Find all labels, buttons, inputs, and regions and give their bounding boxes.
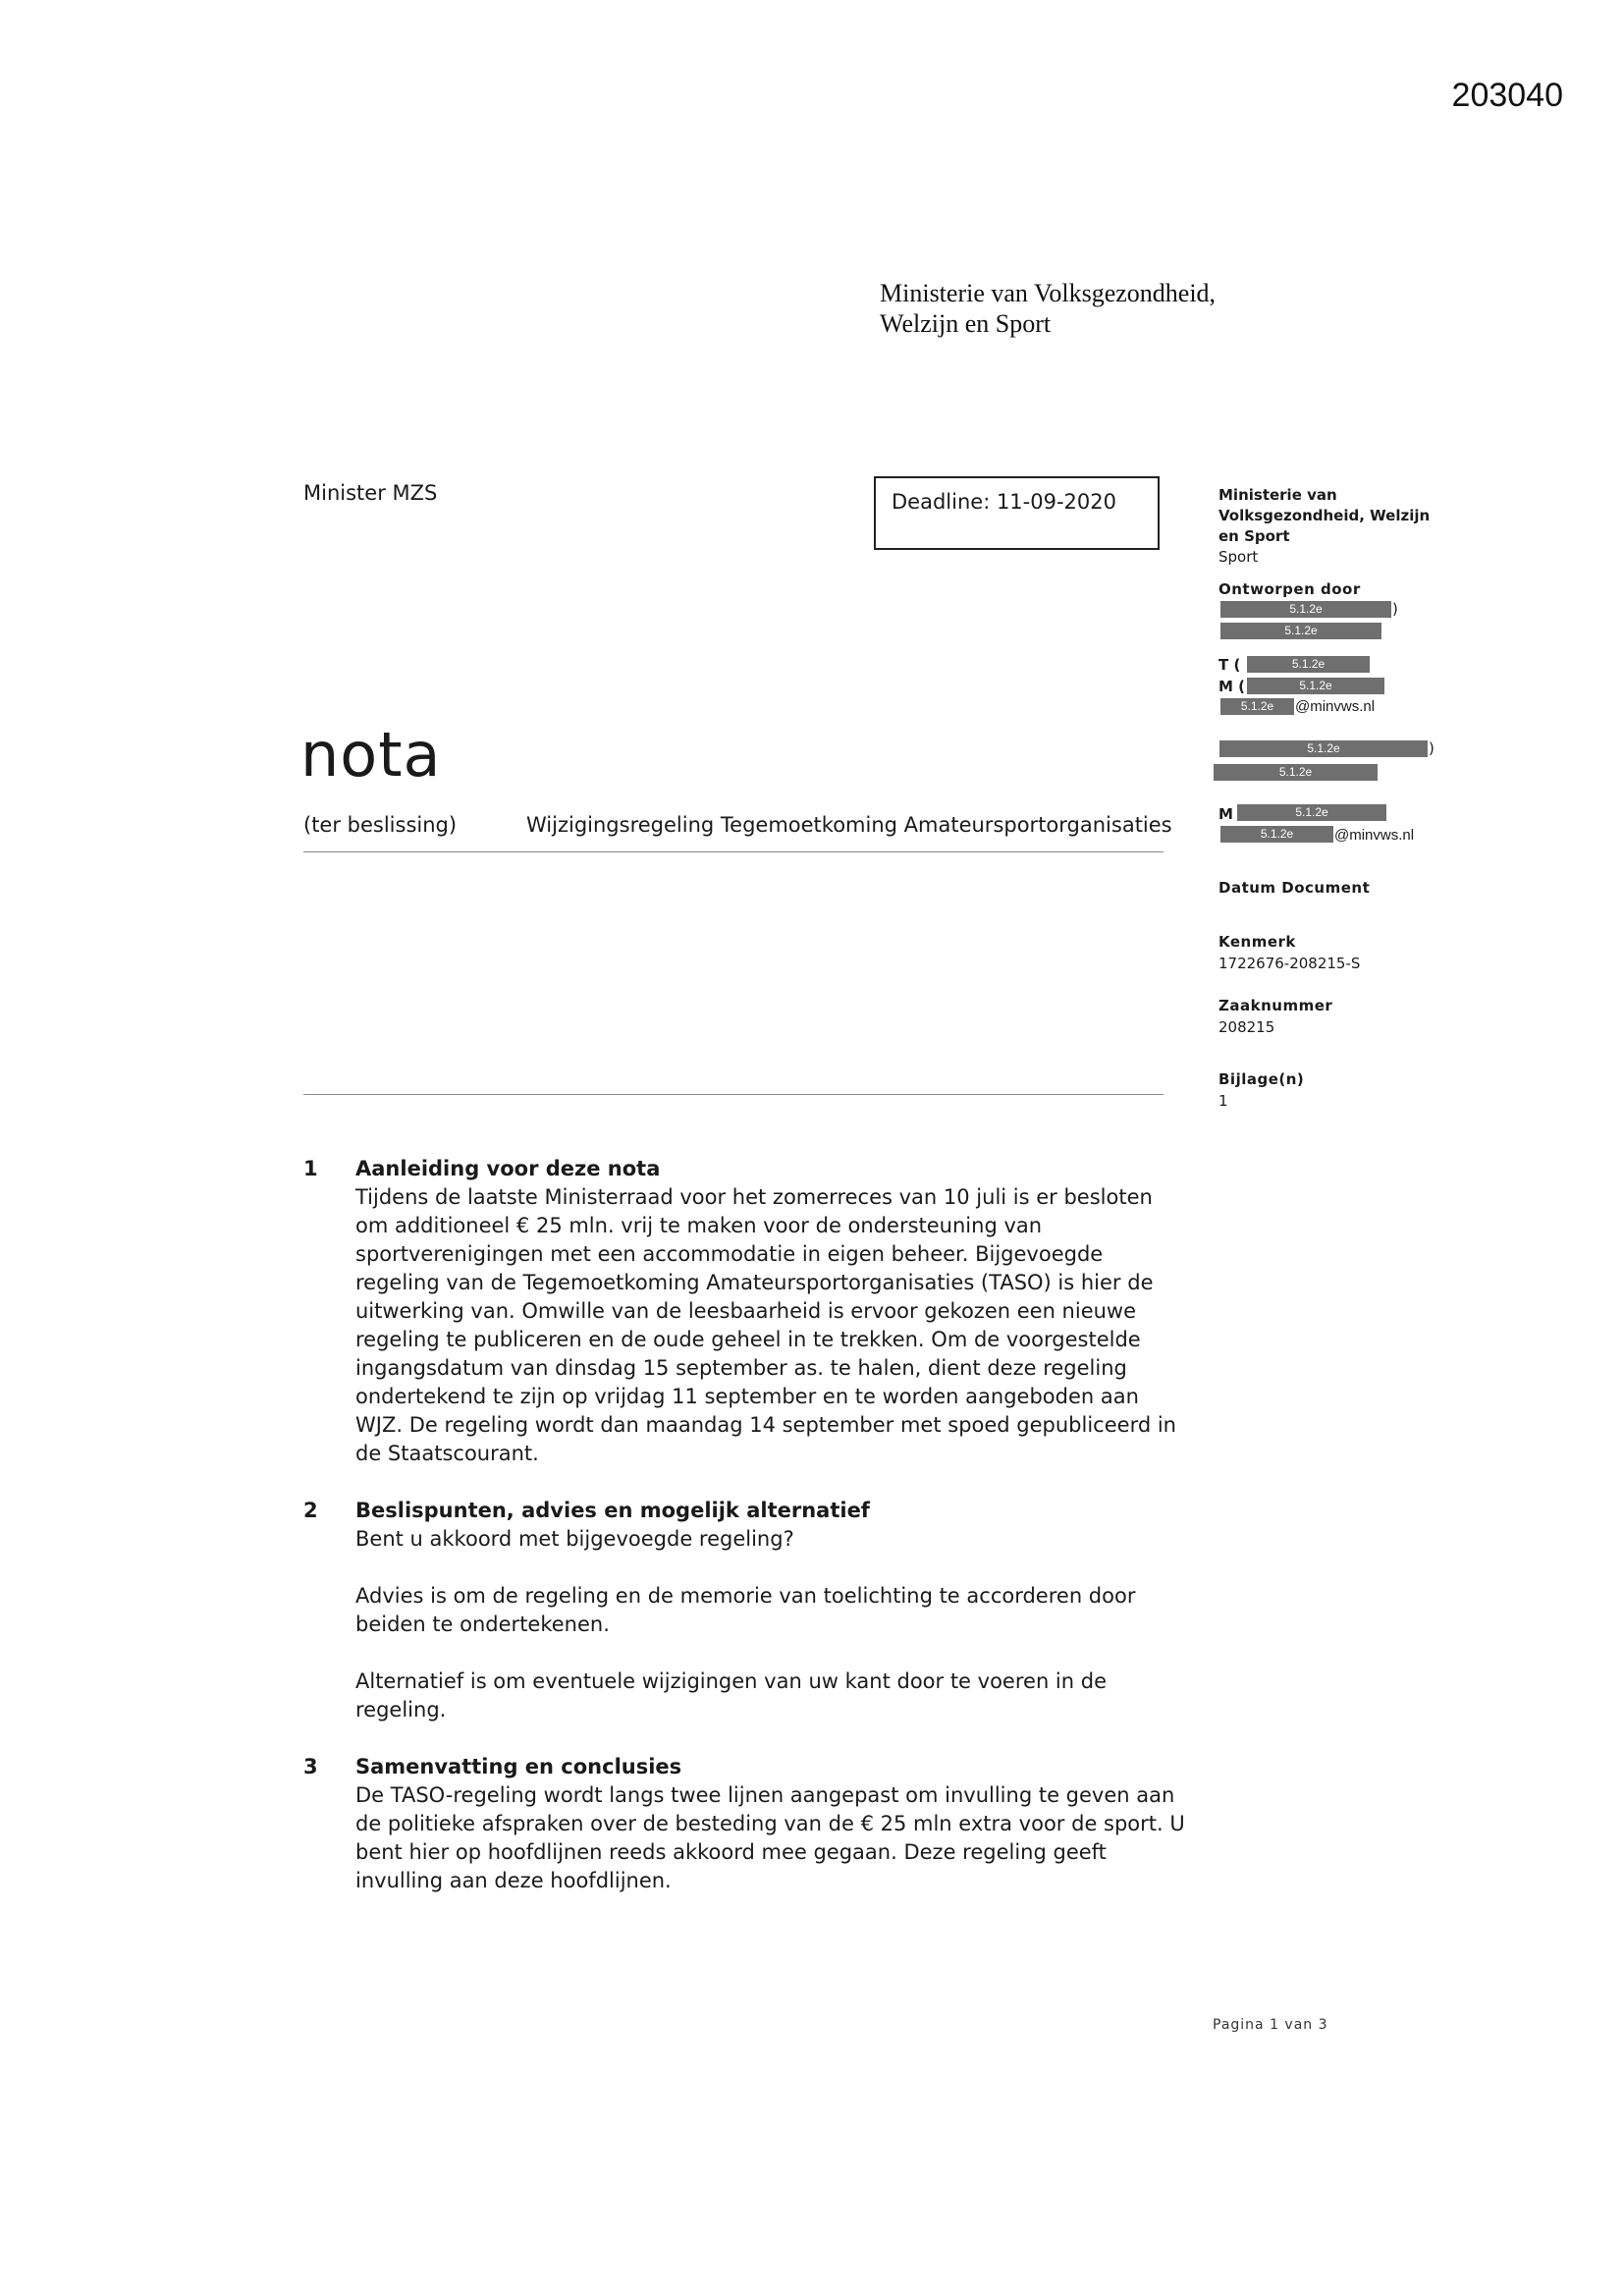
section-title: Beslispunten, advies en mogelijk alternatief [355,1499,870,1522]
section-3 [303,1753,1187,1895]
section-paragraph: De TASO-regeling wordt langs twee lijnen aangepast om invulling te geven aan de politieke afspraken over de besteding van de € 25 mln extra voor de sport. U bent hier op hoofdlijnen reeds akkoord mee gegaan. Deze regeling geeft invulling aan deze hoofdlijnen. [355,1783,1185,1892]
sidebar-org-dept: Sport [1218,548,1259,566]
phone-label: T ( [1218,656,1241,674]
section-number: 2 [303,1499,318,1522]
deadline-box [874,476,1160,550]
sidebar-org-line-1: Ministerie van [1218,486,1337,504]
redaction-block: 5.1.2e [1220,826,1333,843]
section-paragraph: Advies is om de regeling en de memorie van toelichting te accorderen door beiden te ondertekenen. [355,1584,1136,1636]
email-domain: @minvws.nl [1295,698,1376,715]
sidebar-org-line-2: Volksgezondheid, Welzijn [1218,507,1431,524]
document-number: 203040 [1451,77,1563,114]
document-title: nota [300,719,442,791]
mobile-label-2: M [1218,805,1233,823]
sidebar-org-line-3: en Sport [1218,527,1290,545]
section-title: Aanleiding voor deze nota [355,1157,661,1180]
section-paragraph: Tijdens de laatste Ministerraad voor het zomerreces van 10 juli is er besloten om additioneel € 25 mln. vrij te maken voor de ondersteuning van sportverenigingen met een accommodatie in eigen beheer. Bijgevoegde regeling van de Tegemoetkoming Amateursportorganisaties (TASO) is hier de uitwerking van. Omwille van de leesbaarheid is ervoor gekozen een nieuwe regeling te publiceren en de oude geheel in te trekken. Om de voorgestelde ingangsdatum van dinsdag 15 september as. te halen, dient deze regeling ondertekend te zijn op vrijdag 11 september en te worden aangeboden aan WJZ. De regeling wordt dan maandag 14 september met spoed gepubliceerd in de Staatscourant. [355,1185,1176,1465]
redaction-block: 5.1.2e [1247,678,1384,694]
redaction-block: 5.1.2e [1247,656,1370,673]
designed-by-label: Ontworpen door [1218,580,1361,598]
paren-close: ) [1392,600,1398,618]
zaaknummer-label: Zaaknummer [1218,997,1333,1014]
section-paragraph: Alternatief is om eventuele wijzigingen van uw kant door te voeren in de regeling. [355,1669,1107,1722]
nota-type: (ter beslissing) [303,813,458,837]
section-number: 1 [303,1157,318,1180]
redaction-block: 5.1.2e [1220,698,1294,715]
section-1 [303,1155,1187,1468]
ministry-logo-line-1: Ministerie van Volksgezondheid, [880,279,1217,307]
email-domain: @minvws.nl [1334,827,1415,844]
redaction-block: 5.1.2e [1220,601,1391,618]
nota-subject: Wijzigingsregeling Tegemoetkoming Amateursportorganisaties [526,813,1172,837]
redaction-block: 5.1.2e [1214,764,1378,781]
redaction-block: 5.1.2e [1220,623,1381,639]
divider [303,851,1164,852]
bijlagen-label: Bijlage(n) [1218,1070,1305,1088]
zaaknummer-value: 208215 [1218,1018,1275,1036]
ministry-logo [880,278,1216,339]
mobile-label: M ( [1218,678,1246,695]
kenmerk-label: Kenmerk [1218,933,1296,951]
page-number: Pagina 1 van 3 [1213,2017,1328,2033]
redaction-block: 5.1.2e [1219,740,1428,757]
section-2 [303,1497,1187,1724]
section-number: 3 [303,1755,318,1778]
divider [303,1094,1164,1095]
redaction-block: 5.1.2e [1237,804,1386,821]
datum-label: Datum Document [1218,879,1371,897]
addressee: Minister MZS [303,481,438,505]
paren-close: ) [1429,739,1435,757]
bijlagen-value: 1 [1218,1092,1228,1110]
deadline-text: Deadline: 11-09-2020 [892,490,1116,514]
ministry-logo-line-2: Welzijn en Sport [880,309,1052,338]
section-title: Samenvatting en conclusies [355,1755,682,1778]
kenmerk-value: 1722676-208215-S [1218,955,1361,972]
section-paragraph: Bent u akkoord met bijgevoegde regeling? [355,1527,794,1551]
